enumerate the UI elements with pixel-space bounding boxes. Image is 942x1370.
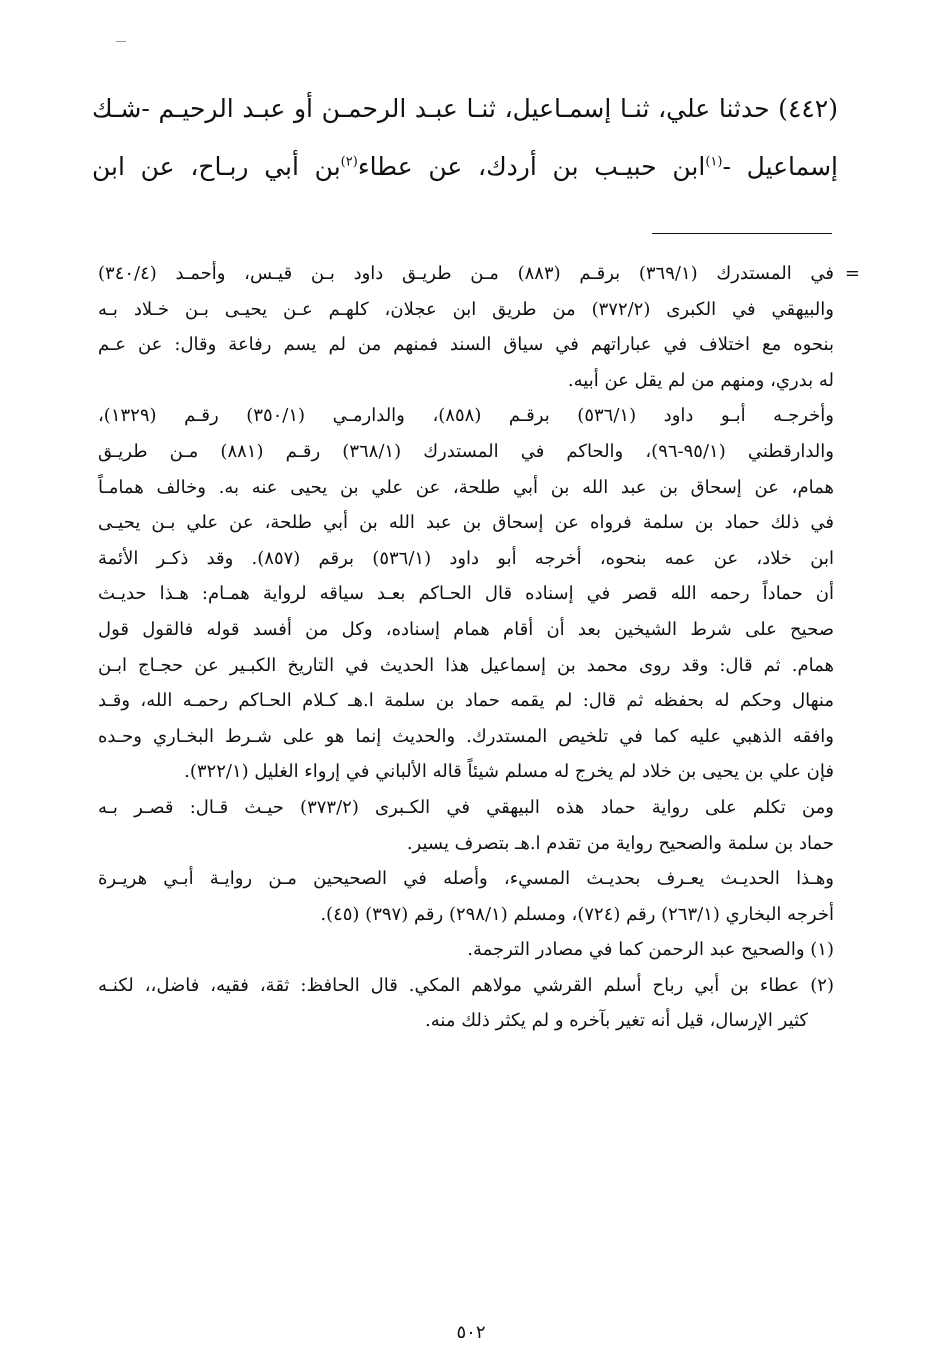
footnote-2-continued: كثير الإرسال، قيل أنه تغير بآخره و لم يكثر ذلك منه. <box>425 1010 808 1032</box>
footnote-line: في المستدرك (٣٦٩/١) برقـم (٨٨٣) مـن طريـق داود بـن قيـس، وأحمـد (٣٤٠/٤) <box>98 263 834 284</box>
hadith-line-2-part-1: إسماعيل - <box>722 152 838 181</box>
footnote-line: ومن تكلم على رواية حماد هذه البيهقي في الكـبرى (٣٧٣/٢) حيـث قـال: قصـر بـه <box>98 796 834 818</box>
footnote-ref-2: (٢) <box>340 154 358 170</box>
footnote-separator <box>652 233 832 234</box>
continuation-mark: = <box>844 263 860 284</box>
footnotes <box>98 256 834 1039</box>
footnotes-area <box>98 256 860 1039</box>
footnote-line: ابن خلاد، عن عمه بنحوه، أخرجه أبو داود (٥٣٦/١) برقم (٨٥٧). وقد ذكـر الأئمة <box>98 547 834 569</box>
footnote-line: بنحوه مع اختلاف في عباراتهم في سياق السند فمنهم من لم يسم رفاعة وقال: عن عـم <box>98 334 834 356</box>
hadith-line-2-part-3: بن أبي ربـاح، عن ابن <box>92 152 341 181</box>
page-number: ٥٠٢ <box>456 1322 486 1343</box>
footnote-line: منهال وحكم له بحفظه ثم قال: لم يقمه حماد بن سلمة ا.هـ كـلام الحـاكم رحمـه الله، وقـد <box>98 690 834 712</box>
footnote-line: أخرجه البخاري (٢٦٣/١) رقم (٧٢٤)، ومسلم (٢٩٨/١) رقم (٣٩٧) (٤٥). <box>320 903 834 925</box>
hadith-line-2-part-2: ابن حبيـب بن أردك، عن عطاء <box>357 152 706 181</box>
footnote-line: أن حماداً رحمه الله قصر في إسناده قال الحـاكم بعـد سياقه لرواية همـام: هـذا حديـث <box>98 583 834 605</box>
footnote-line: وافقه الذهبي عليه كما في تلخيص المستدرك. والحديث إنما هو على شـرط البخـاري وحـده <box>98 725 834 747</box>
footnote-line: حماد بن سلمة والصحيح رواية من تقدم ا.هـ بتصرف يسير. <box>406 832 834 854</box>
footnote-line: وهـذا الحديـث يعـرف بحديـث المسيء، وأصله في الصحيحين مـن روايـة أبـي هريـرة <box>98 868 834 890</box>
hadith-line-2 <box>92 138 838 196</box>
footnote-2: (٢) عطاء بن أبي رباح أسلم القرشي مولاهم المكي. قال الحافظ: ثقة، فقيه، فاضل،، لكنـه <box>98 974 834 996</box>
footnote-line: في ذلك حماد بن سلمة فرواه عن إسحاق بن عبد الله بن أبي طلحة، عن علي بـن يحيـى <box>98 512 834 534</box>
footnote-line: له بدري، ومنهم من لم يقل عن أبيه. <box>567 369 834 391</box>
footnote-line: وأخرجـه أبـو داود (٥٣٦/١) برقـم (٨٥٨)، والدارمـي (٣٥٠/١) رقـم (١٣٢٩)، <box>98 405 834 427</box>
footnote-ref-1: (١) <box>705 154 723 170</box>
footnote-1: (١) والصحيح عبد الرحمن كما في مصادر الترجمة. <box>467 939 834 961</box>
scan-speck <box>116 41 126 42</box>
footnote-line: همام. ثم قال: وقد روى محمد بن إسماعيل هذا الحديث في التاريخ الكبـير عن حجـاج ابـن <box>98 654 834 676</box>
hadith-line-1: (٤٤٢) حدثنا علي، ثنـا إسمـاعيل، ثنـا عبـد الرحمـن أو عبـد الرحيـم -شـك <box>92 94 838 123</box>
footnote-line: والبيهقي في الكبرى (٣٧٢/٢) من طريق ابن عجلان، كلهـم عـن يحيـى بـن خـلاد بـه <box>98 298 834 320</box>
footnote-line: والدارقطني (٩٥/١-٩٦)، والحاكم في المستدرك (٣٦٨/١) رقـم (٨٨١) مـن طريـق <box>98 440 834 462</box>
footnote-line: صحيح على شرط الشيخين بعد أن أقام همام إسناده، وكل من أفسد قوله فالقول قول <box>98 618 834 640</box>
footnote-line: فإن علي بن يحيى بن خلاد لم يخرج له مسلم شيئاً قاله الألباني في إرواء الغليل (٣٢٢/١). <box>184 761 834 783</box>
footnote-line: همام، عن إسحاق بن عبد الله بن أبي طلحة، عن علي بن يحيى عنه به. وخالف همامـاً <box>98 476 834 498</box>
hadith-text <box>92 80 838 196</box>
